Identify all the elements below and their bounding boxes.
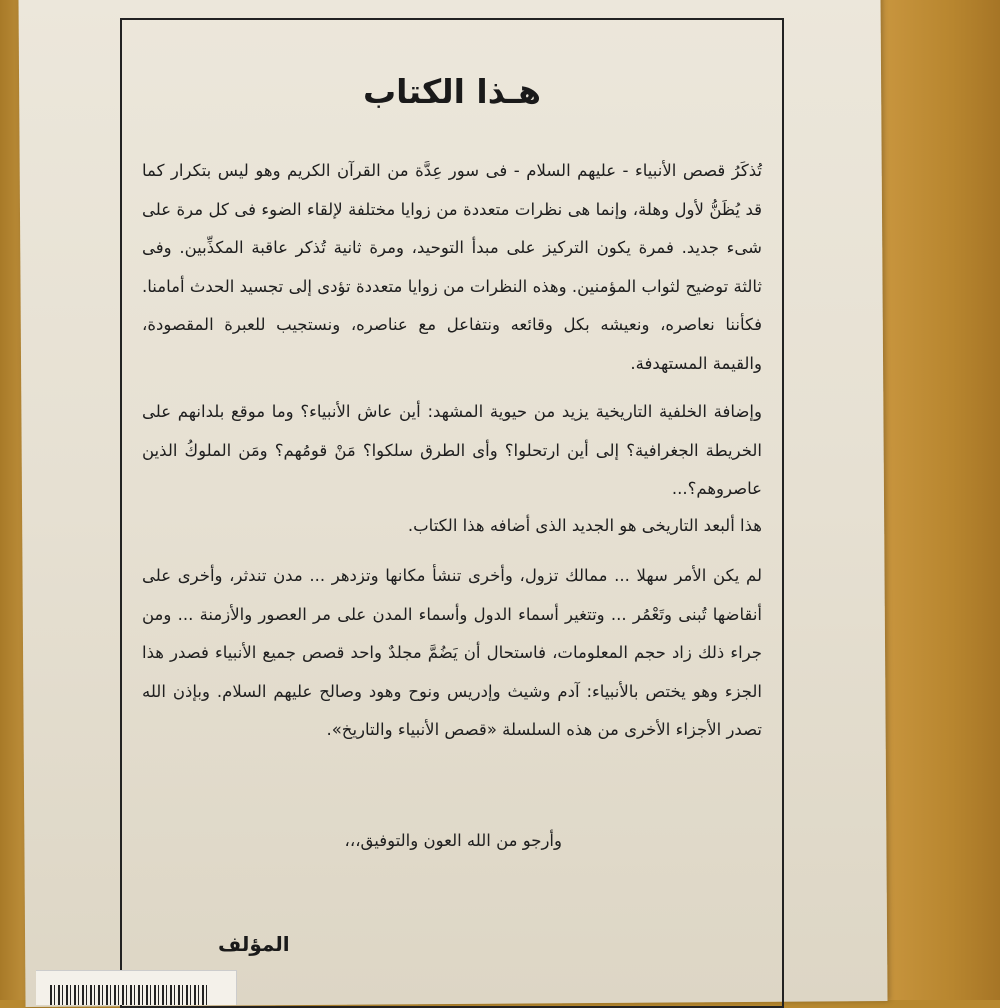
paragraph-4: لم يكن الأمر سهلا ... ممالك تزول، وأخرى تنشأ مكانها وتزدهر ... مدن تندثر، وأخرى على أنقاضها تُبنى وتَعْمُر ... وتتغير أسماء الدول وأسماء المدن على مر العصور والأزمنة ... ومن جراء ذلك زاد حجم المعلومات، فاستحال أن يَضُمَّ مجلدٌ واحد قصص جميع الأنبياء فصدر هذا الجزء وهو يختص بالأنبياء: آدم وشيث وإدريس ونوح وهود وصالح عليهم السلام. وبإذن الله تصدر الأجزاء الأخرى من هذه السلسلة «قصص الأنبياء والتاريخ». (142, 566, 762, 739)
page-title: هـذا الكتاب (363, 72, 541, 111)
paragraph-3: هذا ألبعد التاريخى هو الجديد الذى أضافه هذا الكتاب. (407, 516, 762, 535)
author-signature: المؤلف (218, 932, 290, 956)
paragraph-1: تُذكَرُ قصص الأنبياء - عليهم السلام - فى سور عِدَّة من القرآن الكريم وهو ليس بتكرار كما قد يُظَنُّ لأول وهلة، وإنما هى نظرات متعددة من زوايا مختلفة لإلقاء الضوء فى كل مرة على شىء جديد. فمرة يكون التركيز على مبدأ التوحيد، ومرة ثانية تُذكر عاقبة المكذِّبين. وفى ثالثة توضيح لثواب المؤمنين. وهذه النظرات من زوايا متعددة تؤدى إلى تجسيد الحدث أمامنا. فكأننا نعاصره، ونعيشه بكل وقائعه ونتفاعل مع عناصره، ونستجيب للعبرة المقصودة، والقيمة المستهدفة. (142, 161, 762, 373)
closing-line: وأرجو من الله العون والتوفيق،،، (344, 831, 562, 850)
paragraph-2: وإضافة الخلفية التاريخية يزيد من حيوية المشهد: أين عاش الأنبياء؟ وما موقع بلدانهم على الخريطة الجغرافية؟ إلى أين ارتحلوا؟ وأى الطرق سلكوا؟ مَنْ قومُهم؟ ومَن الملوكُ الذين عاصروهم؟... (142, 402, 762, 498)
barcode-icon (50, 985, 210, 1005)
background-right (880, 0, 1000, 1000)
